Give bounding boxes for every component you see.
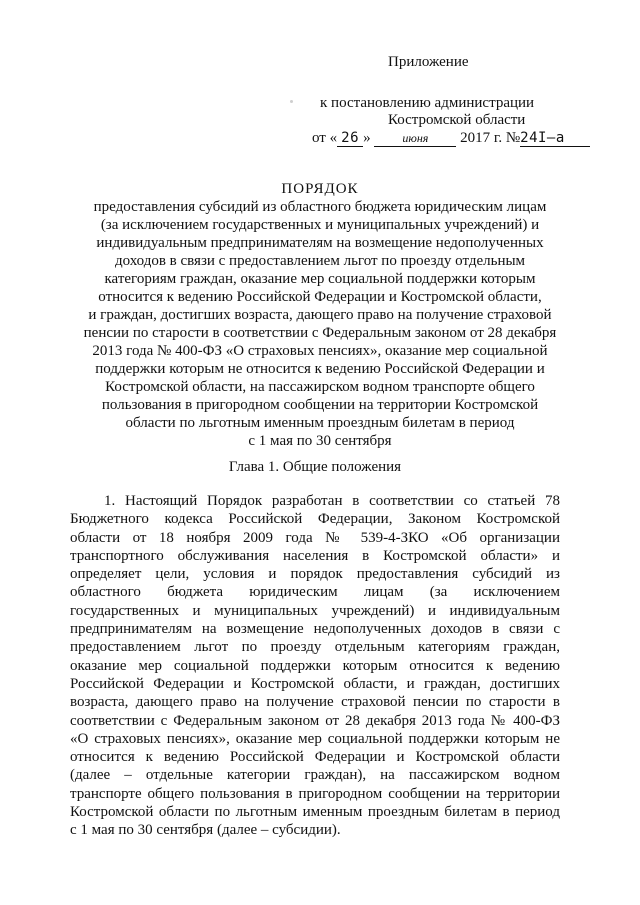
decree-reference-line-2: Костромской области bbox=[388, 112, 526, 128]
subtitle-line: относится к ведению Российской Федерации и Костромской области, bbox=[98, 289, 542, 305]
subtitle-line: Костромской области, на пассажирском водном транспорте общего bbox=[105, 379, 535, 395]
subtitle-line: 2013 года № 400-ФЗ «О страховых пенсиях», оказание мер социальной bbox=[92, 343, 548, 359]
document-title: ПОРЯДОК bbox=[281, 181, 359, 197]
date-prefix: от « bbox=[312, 130, 338, 146]
date-year: 2017 г. № bbox=[456, 130, 521, 146]
paragraph-line: 1. Настоящий Порядок разработан в соответствии со статьей 78 bbox=[104, 493, 560, 509]
decree-number: 24I–а bbox=[520, 130, 590, 147]
appendix-label: Приложение bbox=[388, 54, 469, 70]
paragraph-line: оказание мер социальной поддержки которым относится к ведению bbox=[70, 657, 560, 674]
subtitle-line: пользования в пригородном сообщении на территории Костромской bbox=[101, 397, 539, 413]
paragraph-line: возраста, дающего право на получение страховой пенсии по старости в bbox=[70, 694, 560, 711]
subtitle-line: индивидуальным предпринимателям на возмещение недополученных bbox=[96, 235, 544, 251]
paragraph-line: Бюджетного кодекса Российской Федерации, Законом Костромской bbox=[70, 511, 560, 528]
subtitle-line: пенсии по старости в соответствии с Федеральным законом от 28 декабря bbox=[83, 325, 557, 341]
subtitle-line: (за исключением государственных и муниципальных учреждений) и bbox=[100, 217, 540, 233]
subtitle-line: доходов в связи с предоставлением льгот по проезду отдельным bbox=[114, 253, 526, 269]
paragraph-line: предоставлением льгот по проезду отдельным категориям граждан, bbox=[70, 639, 560, 656]
subtitle-line: поддержки которым не относится к ведению Российской Федерации и bbox=[95, 361, 545, 377]
subtitle-line: категориям граждан, оказание мер социальной поддержки которым bbox=[104, 271, 536, 287]
paragraph-line: соответствии с Федеральным законом от 28 декабря 2013 года № 400-ФЗ bbox=[70, 712, 560, 729]
paragraph-line: транспортного обслуживания населения в Костромской области» и bbox=[70, 547, 560, 564]
document-subtitle bbox=[78, 198, 562, 450]
paragraph-line: (далее – отдельные категории граждан), на пассажирском водном bbox=[70, 767, 560, 784]
subtitle-line: с 1 мая по 30 сентября bbox=[248, 433, 392, 449]
date-day: 26 bbox=[337, 130, 363, 147]
paragraph-line: Костромской области по льготным именным проездным билетам в период bbox=[70, 804, 560, 821]
paragraph-line: предпринимателям на возмещение недополученных доходов в связи с bbox=[70, 621, 560, 638]
paragraph-line: государственных и муниципальных учреждений) и индивидуальным bbox=[70, 602, 560, 619]
paragraph-line: «О страховых пенсиях», оказание мер социальной поддержки которым не bbox=[70, 730, 560, 747]
date-month: июня bbox=[374, 130, 456, 147]
subtitle-line: предоставления субсидий из областного бюджета юридическим лицам bbox=[93, 199, 547, 215]
date-mid: » bbox=[363, 130, 375, 146]
paragraph-line: областного бюджета юридическим лицам (за исключением bbox=[70, 584, 560, 601]
scan-speck bbox=[290, 100, 293, 103]
paragraph-line: транспорте общего пользования в пригородном сообщении на территории bbox=[70, 785, 560, 802]
paragraph-line: Российской Федерации и Костромской области, и граждан, достигших bbox=[70, 675, 560, 692]
paragraph-line: области от 18 ноября 2009 года № 539-4-ЗКО «Об организации bbox=[70, 529, 560, 546]
paragraph-line: с 1 мая по 30 сентября (далее – субсидии). bbox=[70, 822, 341, 839]
chapter-heading: Глава 1. Общие положения bbox=[228, 459, 402, 475]
paragraph-1 bbox=[70, 492, 560, 840]
paragraph-line: определяет цели, условия и порядок предоставления субсидий из bbox=[70, 566, 560, 583]
decree-reference-line-1: к постановлению администрации bbox=[320, 95, 535, 111]
decree-date-line bbox=[312, 128, 590, 148]
subtitle-line: и граждан, достигших возраста, дающего право на получение страховой bbox=[88, 307, 552, 323]
paragraph-line: относится к ведению Российской Федерации и Костромской области bbox=[70, 749, 560, 766]
subtitle-line: области по льготным именным проездным билетам в период bbox=[125, 415, 515, 431]
